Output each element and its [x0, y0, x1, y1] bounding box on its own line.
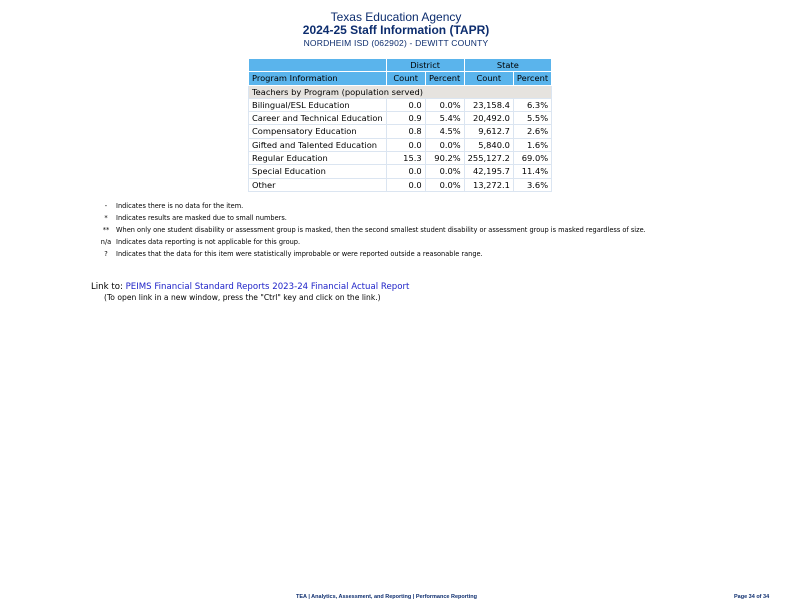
col-header-district-percent: Percent [425, 72, 464, 85]
col-header-program: Program Information [249, 72, 387, 85]
state-count: 255,127.2 [464, 152, 513, 165]
note-symbol: - [104, 202, 108, 210]
state-count: 42,195.7 [464, 165, 513, 178]
row-label: Other [249, 178, 387, 191]
state-group-header: State [464, 59, 551, 72]
report-title: 2024-25 Staff Information (TAPR) [302, 23, 490, 37]
group-header-row [249, 59, 552, 72]
table-row [249, 138, 552, 151]
link-prefix: Link to: [91, 282, 126, 292]
col-header-state-count: Count [464, 72, 513, 85]
district-group-header: District [386, 59, 464, 72]
district-name: NORDHEIM ISD (062902) - DEWITT COUNTY [303, 38, 489, 48]
district-percent: 0.0% [425, 178, 464, 191]
legend-notes [98, 200, 646, 260]
state-percent: 11.4% [513, 165, 551, 178]
row-label: Career and Technical Education [249, 112, 387, 125]
district-percent: 4.5% [425, 125, 464, 138]
state-percent: 1.6% [513, 138, 551, 151]
state-percent: 3.6% [513, 178, 551, 191]
state-percent: 2.6% [513, 125, 551, 138]
section-title: Teachers by Program (population served) [249, 85, 552, 98]
state-count: 20,492.0 [464, 112, 513, 125]
district-percent: 0.0% [425, 138, 464, 151]
note-improbable [98, 248, 646, 260]
state-percent: 5.5% [513, 112, 551, 125]
note-symbol: ? [104, 250, 108, 258]
row-label: Special Education [249, 165, 387, 178]
state-percent: 69.0% [513, 152, 551, 165]
note-text: Indicates there is no data for the item. [116, 202, 244, 210]
row-label: Gifted and Talented Education [249, 138, 387, 151]
table-row [249, 152, 552, 165]
state-count: 9,612.7 [464, 125, 513, 138]
row-label: Bilingual/ESL Education [249, 98, 387, 111]
col-header-district-count: Count [386, 72, 425, 85]
district-count: 0.0 [386, 178, 425, 191]
note-text: Indicates that the data for this item were statistically improbable or were reported outside a reasonable range. [116, 250, 483, 258]
section-row [249, 85, 552, 98]
note-symbol: * [104, 214, 108, 222]
district-count: 0.9 [386, 112, 425, 125]
district-count: 0.0 [386, 98, 425, 111]
link-instruction: (To open link in a new window, press the "Ctrl" key and click on the link.) [104, 293, 381, 302]
note-text: When only one student disability or assessment group is masked, then the second smallest student disability or assessment group is masked regardless of size. [116, 226, 646, 234]
table-row [249, 165, 552, 178]
note-symbol: ** [102, 226, 110, 234]
district-percent: 90.2% [425, 152, 464, 165]
state-count: 13,272.1 [464, 178, 513, 191]
note-text: Indicates results are masked due to small numbers. [116, 214, 287, 222]
note-no-data [98, 200, 646, 212]
district-count: 15.3 [386, 152, 425, 165]
state-count: 23,158.4 [464, 98, 513, 111]
district-count: 0.8 [386, 125, 425, 138]
district-percent: 5.4% [425, 112, 464, 125]
note-symbol: n/a [100, 238, 112, 246]
blank-header-cell [249, 59, 387, 72]
table-row [249, 178, 552, 191]
district-count: 0.0 [386, 165, 425, 178]
column-header-row [249, 72, 552, 85]
note-masked [98, 212, 646, 224]
row-label: Regular Education [249, 152, 387, 165]
district-percent: 0.0% [425, 98, 464, 111]
agency-name: Texas Education Agency [330, 10, 462, 24]
table-row [249, 112, 552, 125]
peims-report-link[interactable]: PEIMS Financial Standard Reports 2023-24 Financial Actual Report [125, 282, 410, 292]
state-count: 5,840.0 [464, 138, 513, 151]
page-number: Page 34 of 34 [734, 594, 770, 600]
district-percent: 0.0% [425, 165, 464, 178]
col-header-state-percent: Percent [513, 72, 551, 85]
footer-text: TEA | Analytics, Assessment, and Reporting | Performance Reporting [296, 594, 477, 600]
note-second-masked [98, 224, 646, 236]
table-row [249, 125, 552, 138]
link-line [91, 282, 409, 292]
state-percent: 6.3% [513, 98, 551, 111]
note-not-applicable [98, 236, 646, 248]
table-row [249, 98, 552, 111]
row-label: Compensatory Education [249, 125, 387, 138]
district-count: 0.0 [386, 138, 425, 151]
staff-program-table [248, 58, 552, 192]
note-text: Indicates data reporting is not applicable for this group. [116, 238, 301, 246]
